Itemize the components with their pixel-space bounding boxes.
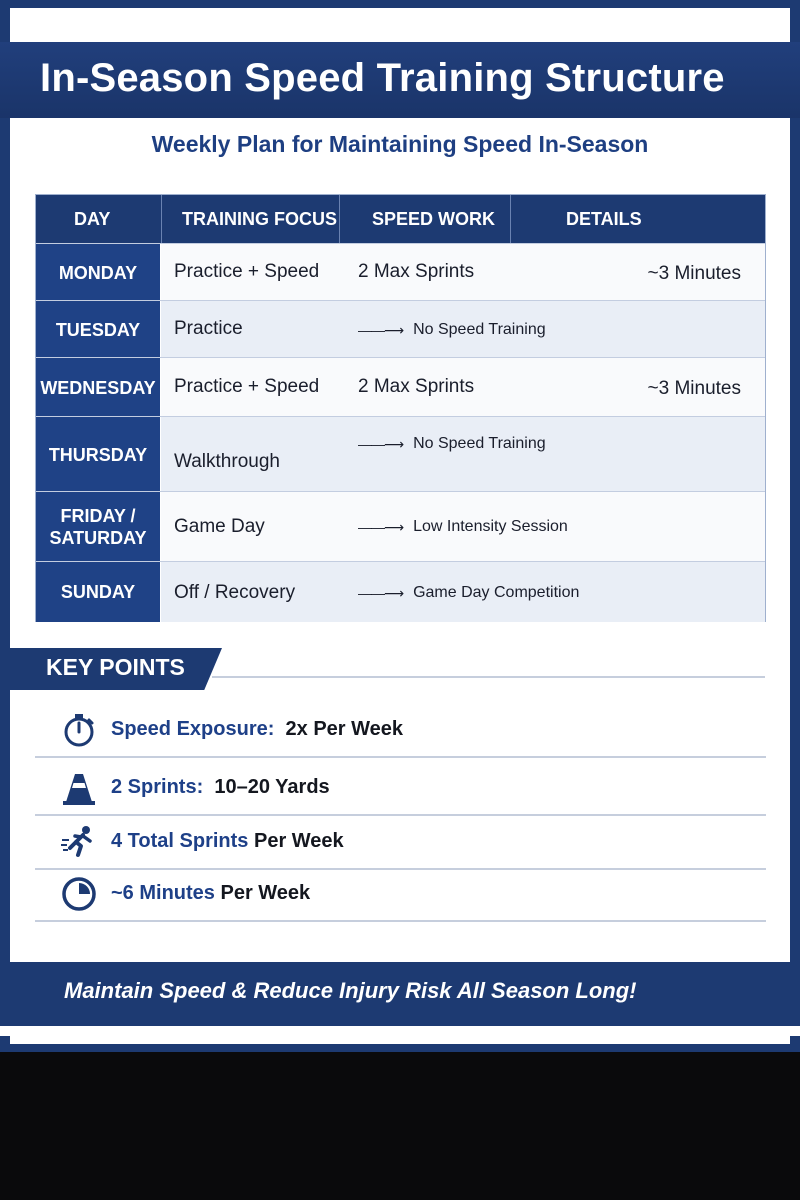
key-point-item bbox=[35, 816, 766, 870]
day-cell: THURSDAY bbox=[36, 417, 161, 492]
footer-tagline: Maintain Speed & Reduce Injury Risk All Season Long! bbox=[64, 978, 637, 1003]
clock-icon bbox=[61, 876, 97, 912]
table-row bbox=[36, 243, 765, 301]
key-point-value: Per Week bbox=[253, 830, 344, 852]
table-row bbox=[36, 357, 765, 417]
key-point-label: Speed Exposure: bbox=[111, 718, 275, 740]
header-day: DAY bbox=[74, 209, 111, 229]
day-cell: WEDNESDAY bbox=[36, 358, 161, 417]
speed-note-text: No Speed Training bbox=[413, 321, 546, 338]
key-point-value: Per Week bbox=[220, 882, 311, 904]
header-training-focus: TRAINING FOCUS bbox=[161, 195, 337, 243]
speed-note-text: Low Intensity Session bbox=[413, 518, 568, 535]
key-points-rule bbox=[212, 676, 765, 678]
key-point-label: ~6 Minutes bbox=[111, 882, 215, 904]
table-header bbox=[36, 195, 765, 243]
stopwatch-icon bbox=[61, 712, 97, 748]
speed-note-text: Game Day Competition bbox=[413, 584, 580, 601]
arrow-icon: ——⟶ bbox=[358, 584, 404, 601]
key-points-title: KEY POINTS bbox=[46, 654, 185, 680]
weekly-plan-table bbox=[35, 194, 766, 622]
focus-cell: Game Day bbox=[174, 516, 265, 537]
speed-note bbox=[358, 435, 546, 453]
day-cell: SUNDAY bbox=[36, 562, 161, 622]
day-cell: TUESDAY bbox=[36, 301, 161, 358]
key-point-item bbox=[35, 762, 766, 816]
focus-cell: Practice bbox=[174, 318, 243, 339]
key-point-text bbox=[111, 776, 330, 799]
speed-note-text: No Speed Training bbox=[413, 435, 546, 452]
focus-cell: Walkthrough bbox=[174, 451, 280, 472]
speed-cell: 2 Max Sprints bbox=[358, 261, 475, 282]
arrow-icon: ——⟶ bbox=[358, 518, 404, 535]
key-point-label: 4 Total Sprints bbox=[111, 830, 249, 852]
speed-note bbox=[358, 321, 546, 339]
cone-icon bbox=[61, 770, 97, 806]
key-point-text bbox=[111, 718, 403, 741]
focus-cell: Practice + Speed bbox=[174, 261, 320, 282]
details-cell: ~3 Minutes bbox=[647, 263, 741, 284]
header-speed-work: SPEED WORK bbox=[339, 195, 495, 243]
table-row bbox=[36, 300, 765, 358]
speed-cell: 2 Max Sprints bbox=[358, 376, 475, 397]
day-cell: FRIDAY / SATURDAY bbox=[36, 492, 161, 562]
key-point-item bbox=[35, 704, 766, 758]
page-subtitle: Weekly Plan for Maintaining Speed In-Season bbox=[151, 131, 649, 157]
sprinter-icon bbox=[61, 824, 97, 860]
key-point-value: 2x Per Week bbox=[285, 718, 404, 740]
key-point-item bbox=[35, 868, 766, 922]
key-point-label: 2 Sprints: bbox=[111, 776, 204, 798]
key-point-text bbox=[111, 830, 344, 853]
speed-note bbox=[358, 584, 579, 602]
speed-note bbox=[358, 518, 568, 536]
details-cell: ~3 Minutes bbox=[647, 378, 741, 399]
key-point-value: 10–20 Yards bbox=[214, 776, 330, 798]
page-title: In-Season Speed Training Structure bbox=[40, 56, 725, 100]
table-row bbox=[36, 561, 765, 622]
table-row bbox=[36, 491, 765, 562]
bottom-strip bbox=[0, 1026, 800, 1036]
focus-cell: Off / Recovery bbox=[174, 582, 296, 603]
focus-cell: Practice + Speed bbox=[174, 376, 320, 397]
header-details: DETAILS bbox=[510, 195, 642, 243]
day-cell: MONDAY bbox=[36, 244, 161, 301]
arrow-icon: ——⟶ bbox=[358, 435, 404, 452]
arrow-icon: ——⟶ bbox=[358, 321, 404, 338]
table-row bbox=[36, 416, 765, 492]
key-point-text bbox=[111, 882, 310, 905]
